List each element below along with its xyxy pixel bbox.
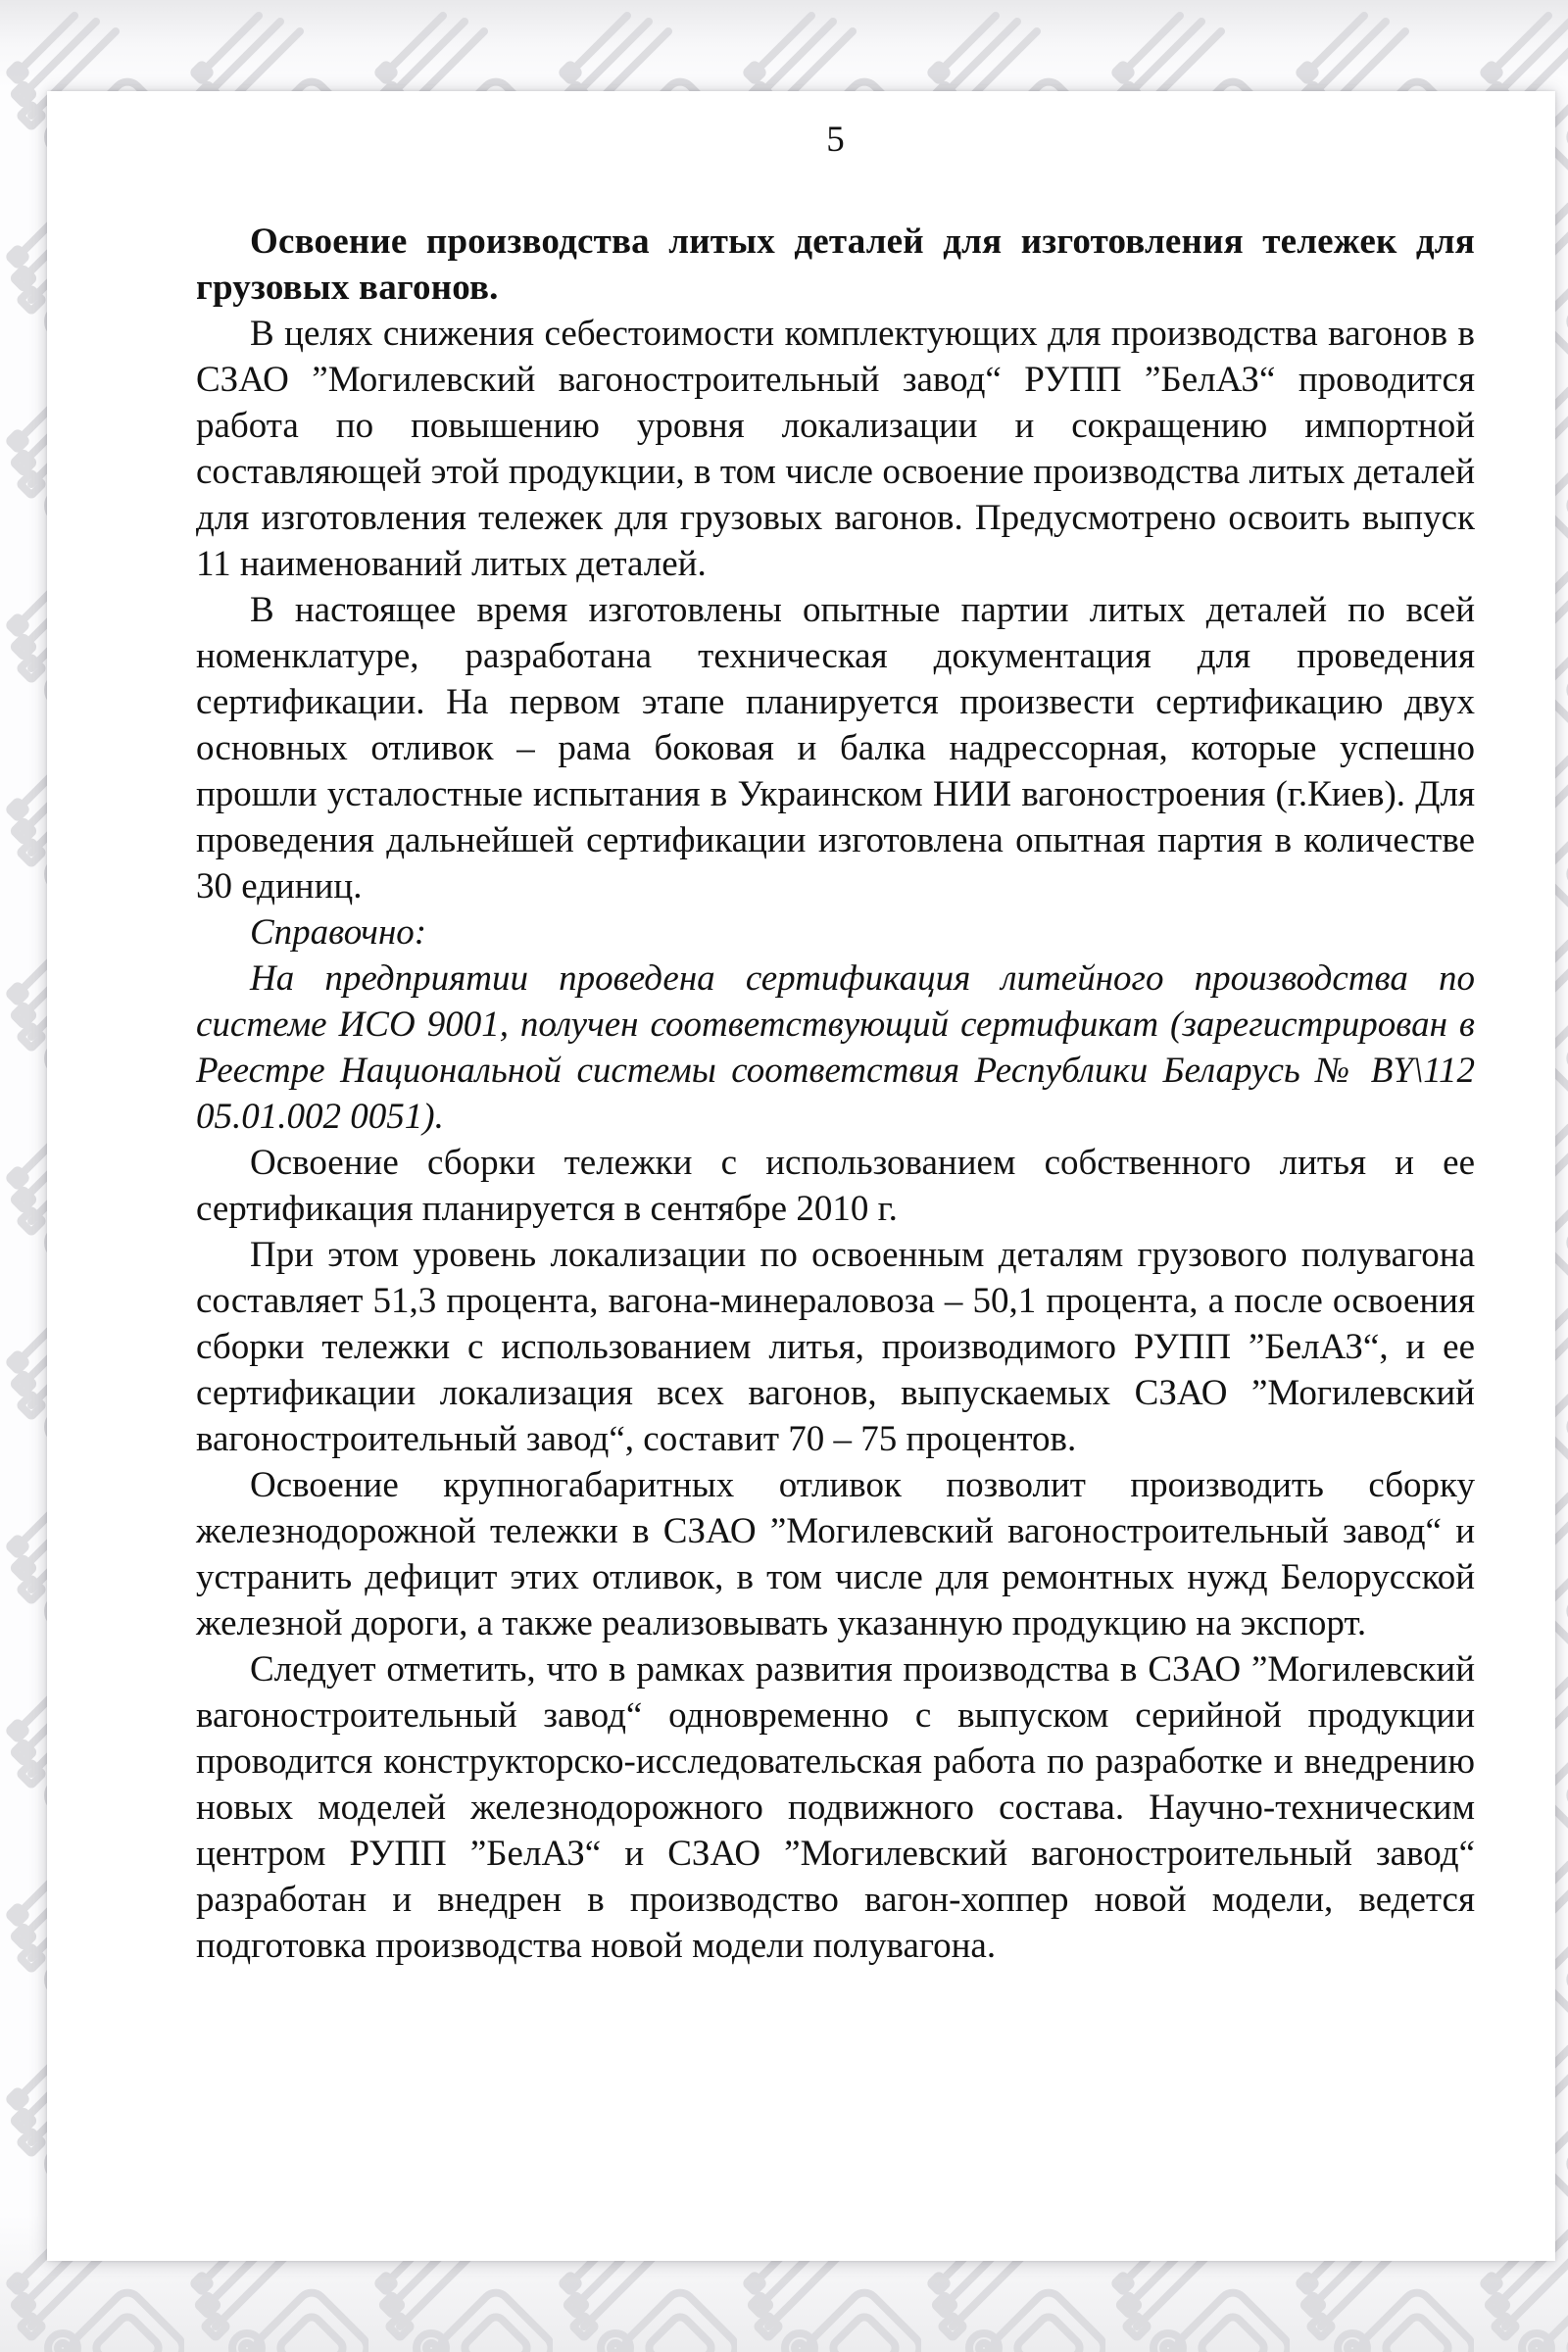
- document-content: [196, 91, 1475, 1969]
- paragraph: При этом уровень локализации по освоенным деталям грузового полувагона составляет 51,3 процента, вагона-минераловоза – 50,1 процента, а после освоения сборки тележки с использованием литья, производимого РУПП ”БелАЗ“, и ее сертификации локализация всех вагонов, выпускаемых СЗАО ”Могилевский вагоностроительный завод“, составит 70 – 75 процентов.: [196, 1235, 1475, 1459]
- paragraph: В настоящее время изготовлены опытные партии литых деталей по всей номенклатуре, разработана техническая документация для проведения сертификации. На первом этапе планируется произвести сертификацию двух основных отливок – рама боковая и балка надрессорная, которые успешно прошли усталостные испытания в Украинском НИИ вагоностроения (г.Киев). Для проведения дальнейшей сертификации изготовлена опытная партия в количестве 30 единиц.: [196, 590, 1475, 906]
- document-title: Освоение производства литых деталей для изготовления тележек для грузовых вагонов.: [196, 221, 1475, 308]
- document-page: [47, 91, 1555, 2261]
- paragraph: Освоение сборки тележки с использованием собственного литья и ее сертификация планируется в сентябре 2010 г.: [196, 1143, 1475, 1229]
- paragraph-reference-note: На предприятии проведена сертификация литейного производства по системе ИСО 9001, получен соответствующий сертификат (зарегистрирован в Реестре Национальной системы соответствия Республики Беларусь № BY\112 05.01.002 0051).: [196, 958, 1475, 1137]
- paragraph: Освоение крупногабаритных отливок позволит производить сборку железнодорожной тележки в СЗАО ”Могилевский вагоностроительный завод“ и устранить дефицит этих отливок, в том числе для ремонтных нужд Белорусской железной дороги, а также реализовывать указанную продукцию на экспорт.: [196, 1465, 1475, 1643]
- paragraph: Следует отметить, что в рамках развития производства в СЗАО ”Могилевский вагоностроительный завод“ одновременно с выпуском серийной продукции проводится конструкторско-исследовательская работа по разработке и внедрению новых моделей железнодорожного подвижного состава. Научно-техническим центром РУПП ”БелАЗ“ и СЗАО ”Могилевский вагоностроительный завод“ разработан и внедрен в производство вагон-хоппер новой модели, ведется подготовка производства новой модели полувагона.: [196, 1649, 1475, 1966]
- paragraph: В целях снижения себестоимости комплектующих для производства вагонов в СЗАО ”Могилевский вагоностроительный завод“ РУПП ”БелАЗ“ проводится работа по повышению уровня локализации и сокращению импортной составляющей этой продукции, в том числе освоение производства литых деталей для изготовления тележек для грузовых вагонов. Предусмотрено освоить выпуск 11 наименований литых деталей.: [196, 314, 1475, 584]
- paragraph-reference-label: Справочно:: [250, 912, 427, 953]
- page-number: 5: [826, 120, 845, 160]
